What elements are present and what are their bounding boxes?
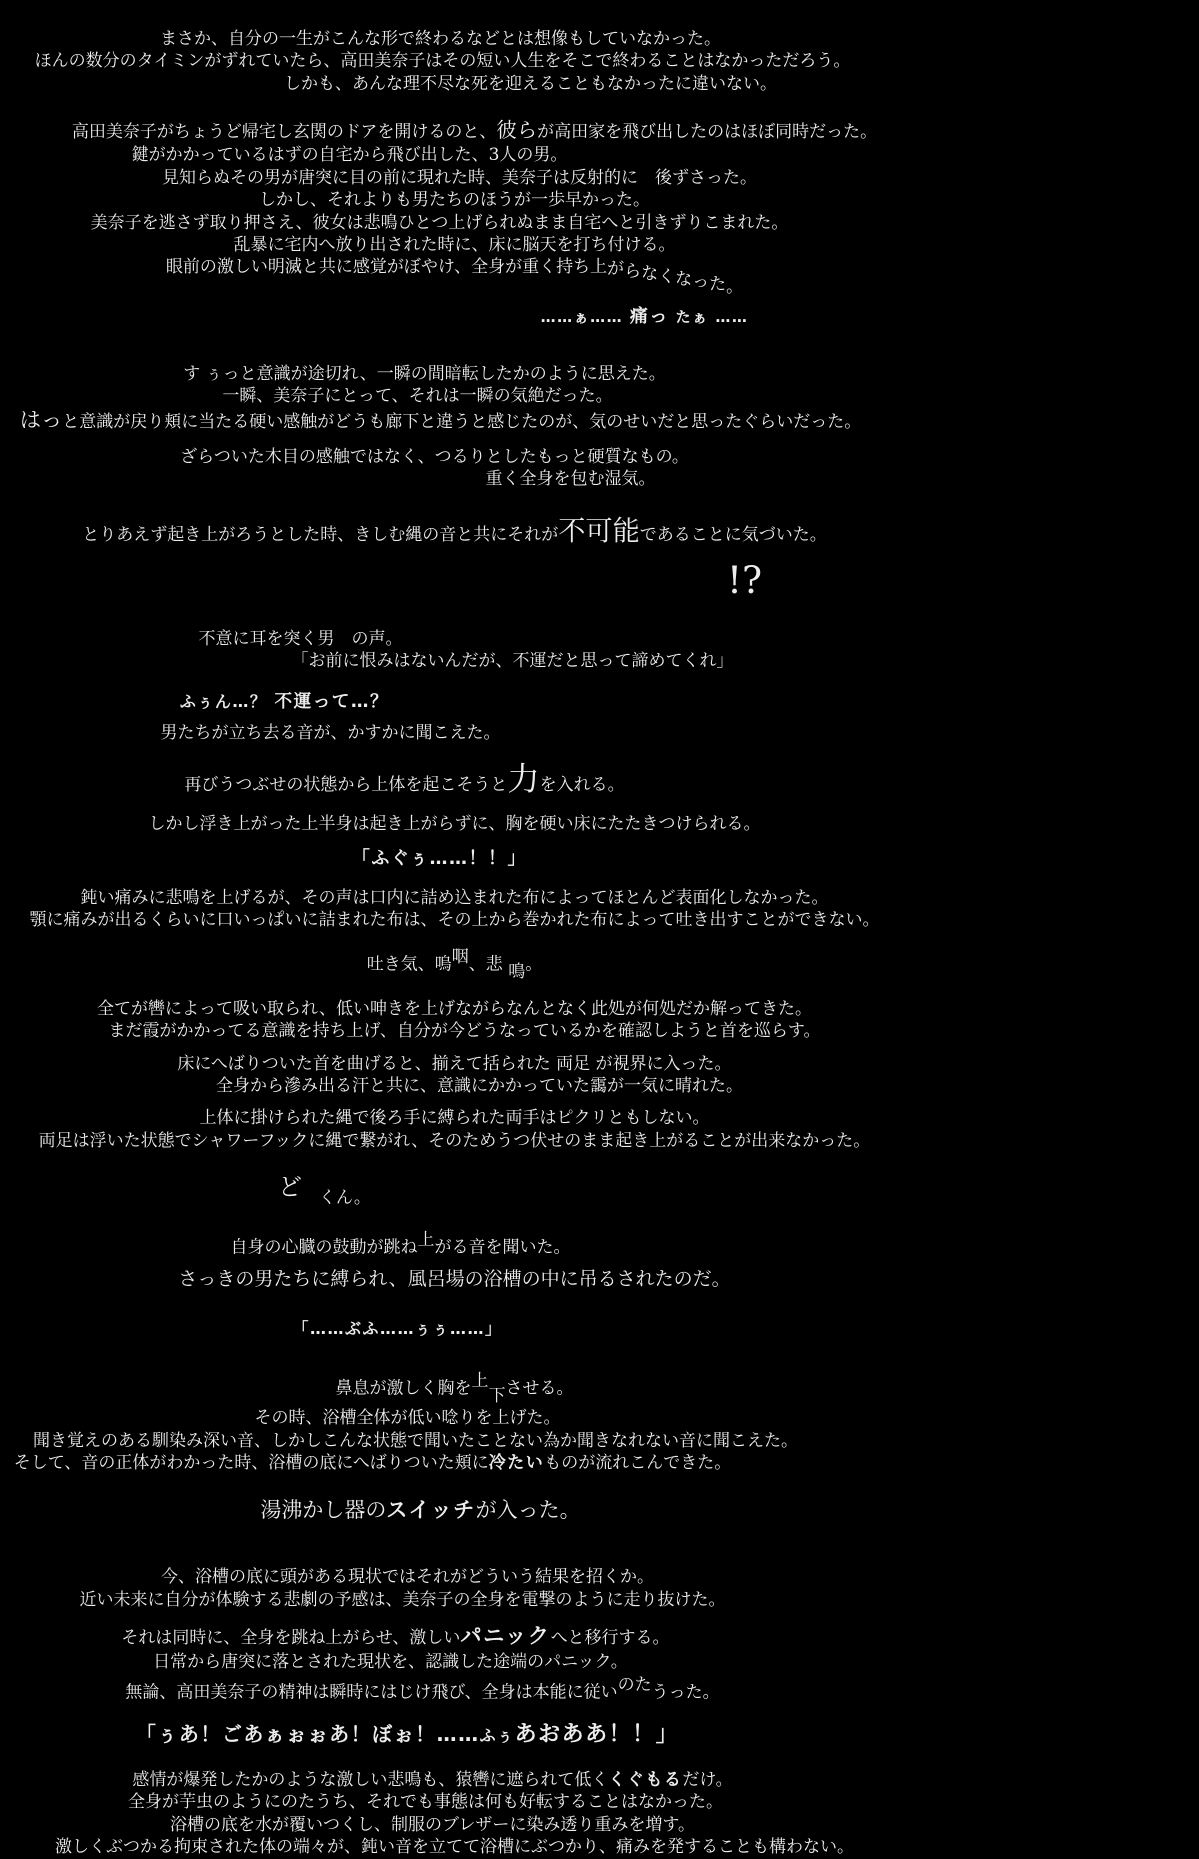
- text-segment: 「お前に恨みはないんだが、不運だと思って諦めてくれ」: [291, 651, 734, 672]
- text-line: [0, 50, 897, 72]
- text-segment: 吐き気、嗚: [366, 954, 452, 975]
- text-line: [0, 1674, 877, 1704]
- text-segment: 痛っ: [629, 305, 669, 327]
- text-segment: [302, 1180, 319, 1200]
- text-line: [0, 1229, 855, 1259]
- text-segment: はっ: [19, 408, 63, 434]
- text-line: [0, 1107, 909, 1129]
- text-segment: 。: [525, 954, 543, 975]
- text-segment: ふぅん…？: [179, 691, 275, 711]
- text-segment: 男たちが立ち去る音が、かすかに聞こえた。: [160, 722, 501, 743]
- text-segment: まさか、自分の一生がこんな形で終わるなどとは想像もしていなかった。: [160, 29, 721, 49]
- text-line: [76, 73, 985, 95]
- text-line: [58, 650, 967, 672]
- text-segment: 上: [471, 1370, 489, 1391]
- text-line: [10, 1020, 919, 1042]
- text-segment: 重く全身を包む湿気。: [485, 468, 656, 489]
- text-segment: 「ぅあ！ごあぁぉぉあ！ぼぉ！……: [135, 1721, 480, 1746]
- text-segment: 激しくぶつかる拘束された体の端々が、鈍い音を立てて浴槽にぶつかり、痛みを発することも構わない。: [55, 1837, 854, 1858]
- text-segment: 不意に耳を突く男 の声。: [198, 628, 403, 649]
- text-line: [0, 1720, 862, 1749]
- text-segment: 浴槽の底を水が覆いつくし、制服のブレザーに染み透り重みを増す。: [170, 1814, 695, 1835]
- text-segment: を入れる。: [539, 775, 625, 796]
- text-line: [0, 847, 894, 871]
- text-line: [0, 758, 859, 801]
- falling-text-segment: がらなくなった。: [607, 259, 744, 298]
- text-segment: 力: [507, 760, 540, 799]
- text-segment: 、悲: [468, 954, 509, 975]
- text-segment: まだ霞がかかってる意識を持ち上げ、自分が今どうなっているかを確認しようと首を巡らす。: [108, 1021, 821, 1042]
- text-segment: 聞き覚えのある馴染み深い音、しかしこんな状態で聞いたことない為か聞きなれない音に聞こえた。: [33, 1430, 798, 1451]
- text-line: [0, 144, 804, 166]
- text-segment: 再びうつぶせの状態から上体を起こそうと: [184, 775, 508, 796]
- text-segment: が入った。: [475, 1497, 581, 1522]
- text-line: [0, 1769, 887, 1791]
- text-line: [0, 234, 909, 256]
- text-line: [0, 1791, 880, 1813]
- text-line: [0, 1836, 909, 1858]
- text-segment: 全身が芋虫のようにのたうち、それでも事態は何も好転することはなかった。: [128, 1792, 723, 1813]
- text-line: [0, 1407, 862, 1429]
- text-line: [0, 514, 909, 550]
- text-line: [0, 1623, 850, 1651]
- text-segment: 近い未来に自分が体験する悲劇の予感は、美奈子の全身を電撃のように走り抜けた。: [79, 1589, 726, 1610]
- text-segment: だけ。: [682, 1769, 733, 1790]
- text-segment: がる音を聞いた。: [434, 1237, 571, 1258]
- text-segment: が高田家を飛び出したのはほぼ同時だった。: [537, 122, 878, 143]
- text-line: [0, 1318, 852, 1339]
- text-segment: 無論、高田美奈子の精神は瞬時にはじけ飛び、全身は本能に従い: [125, 1682, 618, 1703]
- text-segment: 今、浴槽の底に頭がある現状ではそれがどういう結果を招くか。: [161, 1567, 654, 1588]
- text-line: [0, 1172, 779, 1209]
- text-segment: 自身の心臓の鼓動が跳ね: [230, 1237, 418, 1258]
- text-segment: たぁ ……: [668, 307, 749, 326]
- text-line: [0, 1430, 870, 1452]
- text-line: [0, 722, 785, 744]
- text-segment: とりあえず起き上がろうとした時、きしむ縄の音と共にそれが: [82, 525, 559, 546]
- text-line: [0, 1370, 909, 1408]
- text-segment: その時、浴槽全体が低い唸りを上げた。: [254, 1408, 561, 1429]
- text-segment: 一瞬、美奈子にとって、それは一瞬の気絶だった。: [222, 386, 613, 407]
- text-segment: 鈍い痛みに悲鳴を上げるが、その声は口内に詰め込まれた布によってほとんど表面化しなかった。: [80, 888, 829, 909]
- text-line: [5, 167, 914, 189]
- text-segment: 彼ら: [496, 118, 538, 143]
- text-segment: 高田美奈子がちょうど帰宅し玄関のドアを開けるのと、: [71, 122, 497, 143]
- text-segment: 下: [488, 1385, 506, 1406]
- text-segment: す ぅっと意識が途切れ、一瞬の間暗転したかのように思えた。: [183, 363, 666, 384]
- text-line: [0, 189, 909, 211]
- text-segment: 不運って…？: [274, 691, 390, 712]
- text-segment: 眼前の激しい明滅と共に感覚がぼやけ、全身が重く持ち上: [165, 257, 608, 278]
- text-line: [116, 468, 1025, 490]
- text-line: [20, 117, 929, 144]
- text-segment: であることに気づいた。: [639, 525, 827, 546]
- text-line: [0, 1814, 887, 1836]
- text-segment: 湯沸かし器の: [260, 1497, 387, 1522]
- text-line: [25, 1075, 934, 1097]
- text-line: [0, 1053, 909, 1075]
- text-line: [0, 407, 895, 435]
- text-segment: 美奈子を逃さず取り押さえ、彼女は悲鳴ひとつ上げられぬまま自宅へと引きずりこまれた。: [90, 212, 789, 233]
- text-segment: 鳴: [508, 962, 526, 983]
- text-line: [0, 363, 879, 385]
- text-line: [0, 1452, 827, 1474]
- text-segment: 顎に痛みが出るくらいに口いっぱいに詰まれた布は、その上から巻かれた布によって吐き出すことができない。: [29, 910, 880, 931]
- text-segment: 不可能: [558, 516, 640, 548]
- text-line: [0, 813, 909, 835]
- text-line: [0, 212, 894, 234]
- text-segment: 乱暴に宅内へ放り出された時に、床に脳天を打ち付ける。: [233, 234, 676, 255]
- text-segment: ど: [278, 1173, 302, 1202]
- text-segment: さっきの男たちに縛られ、風呂場の浴槽の中に吊るされたのだ。: [178, 1268, 731, 1291]
- text-segment: 鍵がかかっているはずの自宅から飛び出した、3人の男。: [131, 145, 568, 166]
- story-text-container: [0, 28, 909, 1859]
- text-segment: それは同時に、全身を跳ね上がらせ、激しい: [121, 1628, 461, 1649]
- text-line: [0, 256, 909, 298]
- text-segment: !?: [726, 558, 763, 603]
- text-segment: と意識が戻り頬に当たる硬い感触がどうも廊下と違うと感じたのが、気のせいだと思ったぐらいだった。: [62, 412, 862, 433]
- text-line: [0, 28, 895, 50]
- text-line: [0, 1267, 909, 1292]
- text-segment: へと移行する。: [550, 1628, 670, 1649]
- text-line: [0, 628, 755, 650]
- text-line: [0, 909, 909, 931]
- text-segment: 見知らぬその男が唐突に目の前に現れた時、美奈子は反射的に 後ずさった。: [162, 167, 757, 188]
- text-line: [190, 305, 1099, 329]
- text-line: [0, 385, 872, 407]
- text-segment: くぐもる: [608, 1769, 683, 1790]
- text-segment: くん。: [318, 1187, 371, 1208]
- text-segment: パニック: [460, 1624, 551, 1650]
- text-segment: 「……ぶふ……ぅぅ……」: [292, 1319, 503, 1339]
- text-line: [0, 1651, 845, 1673]
- text-segment: 全てが轡によって吸い取られ、低い呻きを上げながらなんとなく此処が何処だか解ってきた。: [96, 998, 813, 1019]
- text-line: [0, 446, 889, 468]
- text-segment: のた: [617, 1674, 652, 1695]
- text-line: [0, 691, 739, 714]
- text-segment: 上: [417, 1230, 435, 1251]
- text-segment: 全身から滲み出る汗と共に、意識にかかっていた靄が一気に晴れた。: [216, 1075, 743, 1096]
- text-line: [0, 1566, 862, 1588]
- text-segment: ふぅ: [479, 1725, 515, 1745]
- text-line: [0, 1497, 875, 1525]
- text-segment: ものが流れこんできた。: [544, 1453, 732, 1474]
- text-line: [0, 887, 909, 909]
- text-segment: 日常から唐突に落とされた現状を、認識した途端のパニック。: [153, 1652, 628, 1673]
- text-segment: 床にへばりついた首を曲げると、揃えて括られた 両足 が視界に入った。: [177, 1053, 732, 1074]
- text-segment: うった。: [651, 1682, 720, 1703]
- text-segment: 「ふぐぅ……！！」: [351, 848, 528, 870]
- text-segment: スイッチ: [386, 1497, 476, 1522]
- text-segment: ……ぁ……: [540, 307, 630, 326]
- text-segment: しかし、それよりも男たちのほうが一歩早かった。: [259, 190, 650, 211]
- text-segment: 冷たい: [488, 1453, 545, 1474]
- text-segment: ほんの数分のタイミンがずれていたら、高田美奈子はその短い人生をそこで終わることはなかっただろう。: [34, 51, 851, 72]
- text-segment: しかも、あんな理不尽な死を迎えることもなかったに違いない。: [284, 73, 777, 94]
- text-line: [0, 998, 909, 1020]
- text-line: [0, 946, 909, 984]
- text-segment: 感情が爆発したかのような激しい悲鳴も、猿轡に遮られて低く: [132, 1769, 609, 1790]
- text-segment: 鼻息が激しく胸を: [335, 1378, 472, 1399]
- text-line: [0, 1589, 857, 1611]
- text-line: [0, 1130, 909, 1152]
- text-segment: 咽: [451, 946, 469, 967]
- text-segment: ざらついた木目の感触ではなく、つるりとしたもっと硬質なもの。: [180, 446, 689, 467]
- text-line: [290, 556, 1199, 605]
- text-segment: 両足は浮いた状態でシャワーフックに縄で繋がれ、そのためうつ伏せのまま起き上がることが出来なかった。: [38, 1130, 871, 1151]
- text-segment: させる。: [505, 1378, 574, 1399]
- text-segment: そして、音の正体がわかった時、浴槽の底にへばりついた頬に: [13, 1453, 489, 1474]
- text-segment: しかし浮き上がった上半身は起き上がらずに、胸を硬い床にたたきつけられる。: [148, 813, 761, 834]
- text-segment: あおああ！！」: [514, 1721, 680, 1747]
- text-segment: 上体に掛けられた縄で後ろ手に縛られた両手はピクリともしない。: [199, 1108, 710, 1129]
